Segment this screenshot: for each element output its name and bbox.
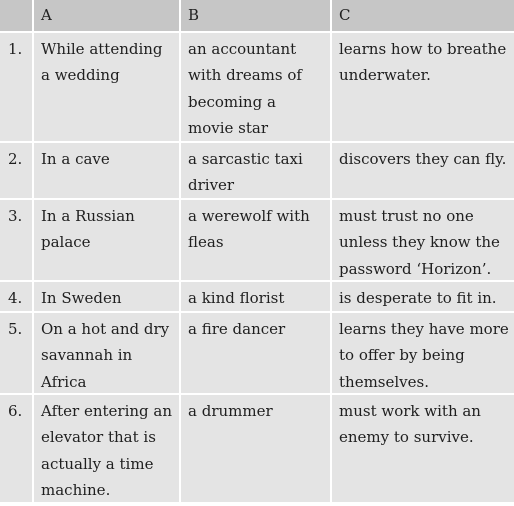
table-row bbox=[0, 393, 514, 502]
row-number: 1. bbox=[0, 33, 34, 141]
cell-character: a sarcastic taxi driver bbox=[181, 143, 332, 198]
cell-setting: After entering an elevator that is actually a time machine. bbox=[34, 395, 181, 502]
row-number: 6. bbox=[0, 395, 34, 502]
table-row bbox=[0, 198, 514, 280]
table-row bbox=[0, 141, 514, 198]
cell-setting: In Sweden bbox=[34, 282, 181, 311]
cell-character: a fire dancer bbox=[181, 313, 332, 393]
cell-event: must work with an enemy to survive. bbox=[339, 402, 481, 447]
cell-setting: In a cave bbox=[34, 143, 181, 198]
cell-setting: On a hot and dry savannah in Africa bbox=[34, 313, 181, 393]
cell-event: learns how to breathe underwater. bbox=[339, 40, 507, 85]
cell-character: a kind florist bbox=[181, 282, 332, 311]
table-header-row bbox=[0, 0, 514, 31]
table-row bbox=[0, 311, 514, 393]
cell-setting: While attending a wedding bbox=[34, 33, 181, 141]
header-cell-b: B bbox=[181, 0, 332, 31]
cell-character: a drummer bbox=[181, 395, 332, 502]
cell-character: a werewolf with fleas bbox=[181, 200, 332, 280]
row-number: 4. bbox=[0, 282, 34, 311]
cell-character: an accountant with dreams of becoming a movie star bbox=[181, 33, 332, 141]
row-number: 5. bbox=[0, 313, 34, 393]
cell-event: is desperate to fit in. bbox=[339, 289, 497, 307]
table-row bbox=[0, 280, 514, 311]
row-number: 3. bbox=[0, 200, 34, 280]
header-cell-a: A bbox=[34, 0, 181, 31]
cell-setting: In a Russian palace bbox=[34, 200, 181, 280]
header-cell-number bbox=[0, 0, 34, 31]
row-number: 2. bbox=[0, 143, 34, 198]
table-row bbox=[0, 31, 514, 141]
cell-event: learns they have more to offer by being themselves. bbox=[339, 320, 509, 391]
cell-event: discovers they can fly. bbox=[339, 150, 507, 168]
cell-event: must trust no one unless they know the password ‘Horizon’. bbox=[339, 207, 500, 278]
header-cell-c: C bbox=[339, 6, 351, 24]
